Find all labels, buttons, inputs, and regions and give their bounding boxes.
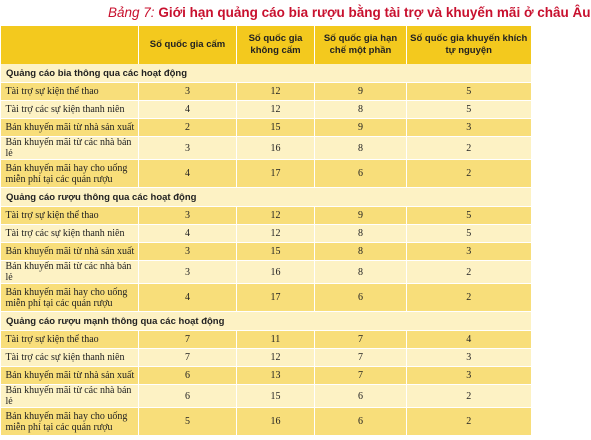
- table-row: [1, 284, 531, 312]
- table-row: [1, 349, 531, 367]
- header-voluntary: Số quốc gia khuyến khích tự nguyện: [407, 26, 531, 64]
- cell-partial: 7: [315, 349, 407, 367]
- cell-partial: 7: [315, 331, 407, 349]
- cell-voluntary: 4: [407, 331, 531, 349]
- cell-voluntary: 3: [407, 349, 531, 367]
- cell-not-banned: 12: [237, 83, 315, 101]
- cell-partial: 8: [315, 225, 407, 243]
- cell-banned: 4: [139, 225, 237, 243]
- table-title: [0, 0, 591, 26]
- cell-not-banned: 17: [237, 284, 315, 312]
- row-label: Tài trợ sự kiện thể thao: [1, 207, 139, 225]
- table-row: [1, 137, 531, 160]
- section-heading: Quảng cáo rượu thông qua các hoạt động: [1, 188, 531, 207]
- cell-voluntary: 5: [407, 225, 531, 243]
- table-row: [1, 83, 531, 101]
- cell-not-banned: 11: [237, 331, 315, 349]
- cell-voluntary: 2: [407, 408, 531, 436]
- header-not-banned: Số quốc gia không cấm: [237, 26, 315, 64]
- cell-partial: 9: [315, 83, 407, 101]
- table-row: [1, 160, 531, 188]
- cell-voluntary: 5: [407, 207, 531, 225]
- cell-partial: 6: [315, 408, 407, 436]
- table-row: [1, 101, 531, 119]
- cell-not-banned: 15: [237, 119, 315, 137]
- cell-partial: 8: [315, 261, 407, 284]
- section-heading: Quảng cáo rượu mạnh thông qua các hoạt động: [1, 312, 531, 331]
- row-label: Tài trợ các sự kiện thanh niên: [1, 225, 139, 243]
- table-row: [1, 408, 531, 436]
- section-heading-row: [1, 312, 531, 331]
- cell-voluntary: 2: [407, 137, 531, 160]
- header-partial: Số quốc gia hạn chế một phần: [315, 26, 407, 64]
- cell-banned: 3: [139, 207, 237, 225]
- row-label: Bán khuyến mãi từ nhà sản xuất: [1, 367, 139, 385]
- cell-banned: 4: [139, 101, 237, 119]
- cell-partial: 9: [315, 119, 407, 137]
- table-row: [1, 225, 531, 243]
- table-row: [1, 385, 531, 408]
- cell-voluntary: 3: [407, 243, 531, 261]
- table-row: [1, 261, 531, 284]
- cell-voluntary: 2: [407, 160, 531, 188]
- cell-banned: 6: [139, 385, 237, 408]
- cell-not-banned: 17: [237, 160, 315, 188]
- row-label: Bán khuyến mãi từ nhà sản xuất: [1, 119, 139, 137]
- row-label: Bán khuyến mãi từ nhà sản xuất: [1, 243, 139, 261]
- header-row: [1, 26, 531, 64]
- row-label: Bán khuyến mãi từ các nhà bán lẻ: [1, 261, 139, 284]
- cell-voluntary: 5: [407, 101, 531, 119]
- table-number: Bảng 7:: [108, 5, 155, 20]
- row-label: Bán khuyến mãi hay cho uống miễn phí tại các quán rượu: [1, 160, 139, 188]
- row-label: Bán khuyến mãi hay cho uống miễn phí tại các quán rượu: [1, 408, 139, 436]
- cell-partial: 8: [315, 137, 407, 160]
- row-label: Tài trợ sự kiện thể thao: [1, 331, 139, 349]
- section-heading-row: [1, 188, 531, 207]
- cell-banned: 3: [139, 83, 237, 101]
- cell-banned: 3: [139, 261, 237, 284]
- cell-not-banned: 16: [237, 137, 315, 160]
- cell-voluntary: 2: [407, 385, 531, 408]
- row-label: Tài trợ các sự kiện thanh niên: [1, 349, 139, 367]
- cell-banned: 3: [139, 137, 237, 160]
- cell-not-banned: 12: [237, 349, 315, 367]
- cell-not-banned: 16: [237, 408, 315, 436]
- section-heading: Quảng cáo bia thông qua các hoạt động: [1, 64, 531, 83]
- row-label: Bán khuyến mãi từ các nhà bán lẻ: [1, 385, 139, 408]
- table-row: [1, 119, 531, 137]
- row-label: Tài trợ sự kiện thể thao: [1, 83, 139, 101]
- table-row: [1, 331, 531, 349]
- cell-not-banned: 15: [237, 243, 315, 261]
- table-row: [1, 367, 531, 385]
- cell-not-banned: 16: [237, 261, 315, 284]
- cell-banned: 3: [139, 243, 237, 261]
- cell-partial: 6: [315, 385, 407, 408]
- cell-banned: 4: [139, 160, 237, 188]
- section-heading-row: [1, 64, 531, 83]
- cell-voluntary: 2: [407, 261, 531, 284]
- cell-banned: 7: [139, 349, 237, 367]
- cell-voluntary: 5: [407, 83, 531, 101]
- cell-not-banned: 12: [237, 207, 315, 225]
- cell-banned: 6: [139, 367, 237, 385]
- cell-partial: 7: [315, 367, 407, 385]
- row-label: Tài trợ các sự kiện thanh niên: [1, 101, 139, 119]
- cell-partial: 6: [315, 160, 407, 188]
- cell-partial: 9: [315, 207, 407, 225]
- cell-banned: 4: [139, 284, 237, 312]
- cell-voluntary: 3: [407, 119, 531, 137]
- cell-banned: 7: [139, 331, 237, 349]
- table-title-text: Giới hạn quảng cáo bia rượu bằng tài trợ và khuyến mãi ở châu Âu: [158, 5, 591, 20]
- header-empty: [1, 26, 139, 64]
- cell-not-banned: 12: [237, 225, 315, 243]
- cell-not-banned: 15: [237, 385, 315, 408]
- cell-not-banned: 12: [237, 101, 315, 119]
- cell-partial: 6: [315, 284, 407, 312]
- table-row: [1, 207, 531, 225]
- table-row: [1, 243, 531, 261]
- cell-partial: 8: [315, 243, 407, 261]
- header-banned: Số quốc gia cấm: [139, 26, 237, 64]
- alcohol-advertising-table: [0, 26, 531, 436]
- cell-banned: 2: [139, 119, 237, 137]
- cell-voluntary: 3: [407, 367, 531, 385]
- row-label: Bán khuyến mãi hay cho uống miễn phí tại các quán rượu: [1, 284, 139, 312]
- cell-not-banned: 13: [237, 367, 315, 385]
- row-label: Bán khuyến mãi từ các nhà bán lẻ: [1, 137, 139, 160]
- cell-partial: 8: [315, 101, 407, 119]
- cell-voluntary: 2: [407, 284, 531, 312]
- cell-banned: 5: [139, 408, 237, 436]
